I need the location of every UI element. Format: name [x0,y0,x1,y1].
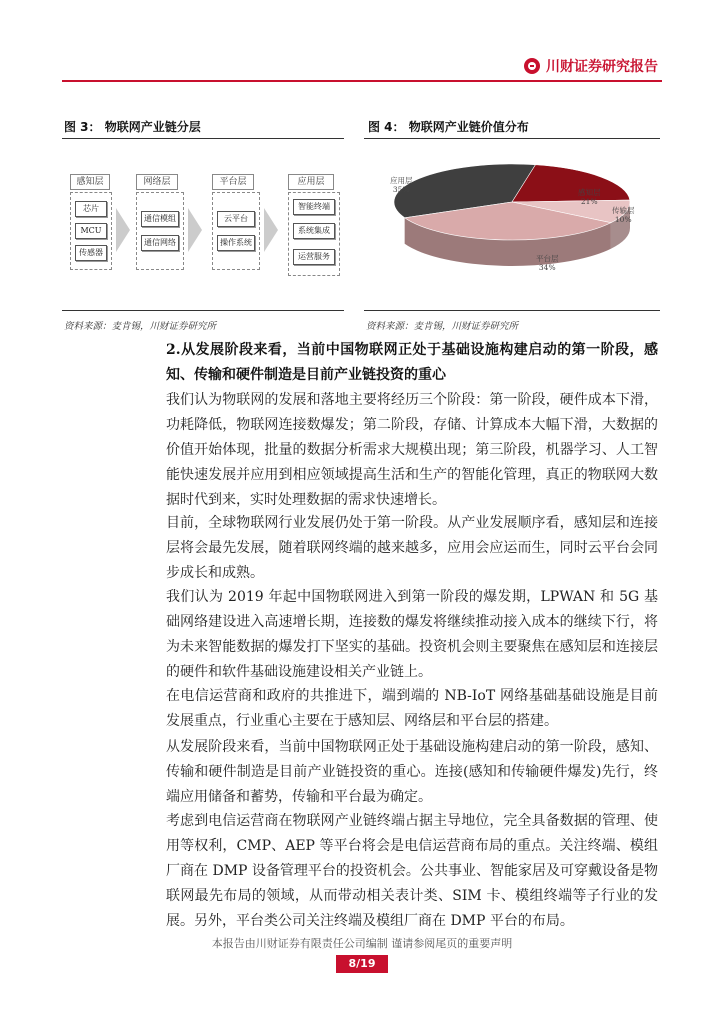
pie-label-value: 34% [538,263,556,272]
pie-label-text: 平台层 [536,254,559,263]
figure4-title: 图 4： 物联网产业链价值分布 [368,120,529,134]
flow-arrow-icon [116,208,130,252]
figure4-bottom-rule [364,310,660,311]
layer-column-application [288,192,340,276]
header-divider [62,80,662,82]
layer-item: 传感器 [75,245,107,261]
figure3-top-rule [62,138,344,139]
brand-name: 川财证券研究报告 [546,59,658,75]
figure4-source: 资料来源：麦肯锡，川财证券研究所 [366,321,519,332]
pie-label-value: 35% [392,185,410,194]
chuancai-logo-icon [524,58,540,74]
flow-arrow-icon [264,208,278,252]
pie-label-text: 传输层 [612,206,635,215]
pie-label-transport [612,206,635,224]
pie-label-app [390,176,413,194]
layer-item: 操作系统 [217,235,255,251]
layer-item: 智能终端 [293,199,335,215]
section-heading: 2.从发展阶段来看，当前中国物联网正处于基础设施构建启动的第一阶段，感知、传输和硬件制造是目前产业链投资的重心 [166,342,658,383]
layer-item: 运营服务 [293,249,335,265]
pie-label-value: 10% [614,215,632,224]
paragraph: 目前，全球物联网行业发展仍处于第一阶段。从产业发展顺序看，感知层和连接层将会最先发展，随着联网终端的越来越多，应用会应运而生，同时云平台会同步成长和成熟。 [166,515,658,581]
layer-head-perception: 感知层 [70,174,110,190]
layer-head-application: 应用层 [288,174,334,190]
pie-label-platform [536,254,559,272]
layer-item: 通信模组 [141,211,179,227]
layer-column-platform [212,192,260,270]
layer-item: 芯片 [75,201,107,217]
paragraph: 考虑到电信运营商在物联网产业链终端占据主导地位，完全具备数据的管理、使用等权利，CMP、AEP 等平台将会是电信运营商布局的重点。关注终端、模组厂商在 DMP 设备管理平台的投资机会。公共事业、智能家居及可穿戴设备是物联网最先布局的领域，从而带动相关表计类、SIM 卡、模组终端等子行业的发展。另外，平台类公司关注终端及模组厂商在 DMP 平台的布局。 [166,813,658,929]
pie-label-perception [578,188,601,206]
figure4-top-rule [364,138,660,139]
layer-column-network [136,192,184,270]
figure3-title: 图 3： 物联网产业链分层 [64,120,201,134]
header-brand [524,56,658,76]
layer-item: 系统集成 [293,223,335,239]
paragraph: 在电信运营商和政府的共推进下，端到端的 NB-IoT 网络基础基础设施是目前发展重点，行业重心主要在于感知层、网络层和平台层的搭建。 [166,688,658,729]
footer-disclaimer: 本报告由川财证券有限责任公司编制 谨请参阅尾页的重要声明 [211,937,513,950]
layer-column-perception [70,192,112,270]
layer-item: 云平台 [217,211,255,227]
page-number: 8/19 [336,955,388,973]
paragraph: 从发展阶段来看，当前中国物联网正处于基础设施构建启动的第一阶段，感知、传输和硬件制造是目前产业链投资的重心。连接(感知和传输硬件爆发)先行，终端应用储备和蓄势，传输和平台最为确定。 [166,739,658,805]
paragraph: 我们认为 2019 年起中国物联网进入到第一阶段的爆发期，LPWAN 和 5G 基础网络建设进入高速增长期，连接数的爆发将继续推动接入成本的继续下行，将为未来智能数据的爆发打下坚实的基础。投资机会则主要聚焦在感知层和连接层的硬件和软件基础设施建设相关产业链上。 [166,589,658,680]
layer-head-platform: 平台层 [212,174,254,190]
pie-label-value: 21% [580,197,598,206]
layer-item: MCU [75,223,107,239]
figure3-bottom-rule [62,310,344,311]
iot-layer-diagram [66,168,342,278]
pie-label-text: 感知层 [578,188,601,197]
layer-item: 通信网络 [141,235,179,251]
figure3-source: 资料来源：麦肯锡，川财证券研究所 [64,321,217,332]
pie-label-text: 应用层 [390,176,413,185]
flow-arrow-icon [188,208,202,252]
paragraph: 我们认为物联网的发展和落地主要将经历三个阶段：第一阶段，硬件成本下滑，功耗降低，物联网连接数爆发；第二阶段，存储、计算成本大幅下滑，大数据的价值开始体现，批量的数据分析需求大规模出现；第三阶段，机器学习、人工智能快速发展并应用到相应领域提高生活和生产的智能化管理，真正的物联网大数据时代到来，实时处理数据的需求快速增长。 [166,392,658,508]
layer-head-network: 网络层 [136,174,178,190]
